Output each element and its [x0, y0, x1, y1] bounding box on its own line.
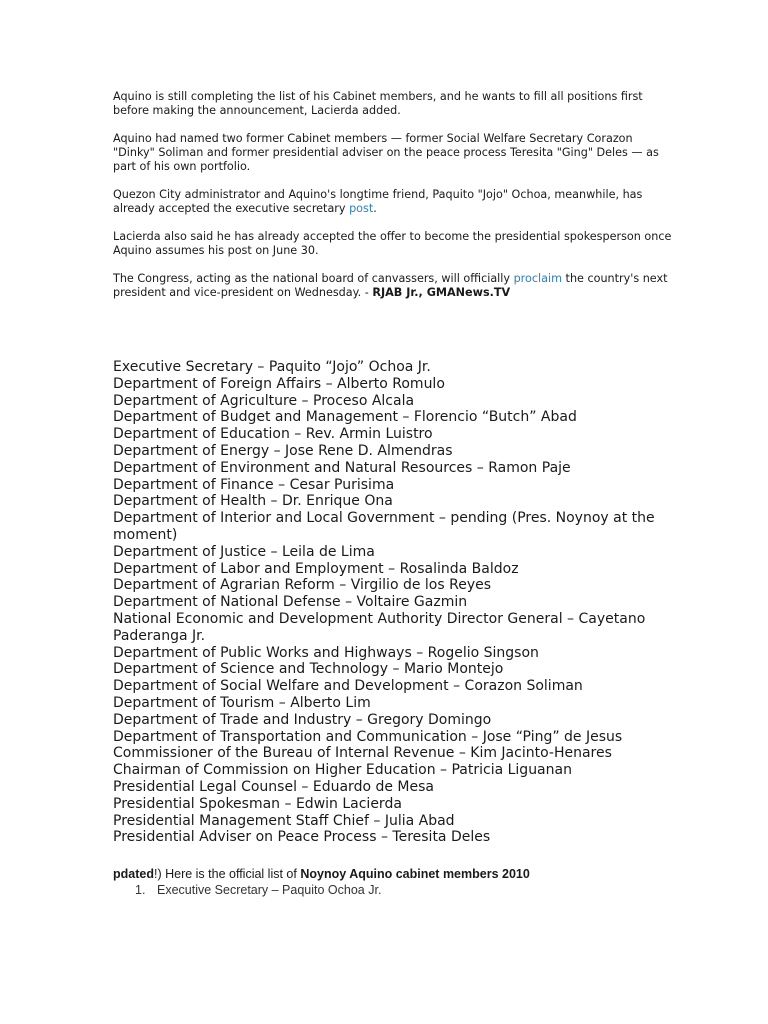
list-item: Department of Interior and Local Government – pending (Pres. Noynoy at the moment) — [113, 510, 655, 543]
list-item — [113, 882, 673, 898]
list-item: Department of Science and Technology – Mario Montejo — [113, 661, 504, 678]
list-item: Executive Secretary – Paquito “Jojo” Ochoa Jr. — [113, 359, 431, 375]
list-item: Commissioner of the Bureau of Internal Revenue – Kim Jacinto-Henares — [113, 745, 612, 762]
list-item: Department of Trade and Industry – Gregory Domingo — [113, 711, 492, 728]
list-item: Department of National Defense – Voltaire Gazmin — [113, 594, 468, 611]
list-item: Department of Transportation and Communication – Jose “Ping” de Jesus — [113, 728, 623, 745]
news-paragraph — [113, 272, 673, 300]
list-item: Presidential Spokesman – Edwin Lacierda — [113, 795, 402, 812]
news-text: The Congress, acting as the national board of canvassers, will officially — [113, 272, 514, 285]
list-item: Department of Agrarian Reform – Virgilio de los Reyes — [113, 577, 492, 594]
list-item: Presidential Legal Counsel – Eduardo de Mesa — [113, 778, 434, 795]
updated-heading — [113, 866, 673, 882]
proclaim-link[interactable]: proclaim — [513, 272, 562, 285]
updated-text: !) Here is the official list of — [153, 867, 301, 881]
news-article — [113, 90, 673, 314]
list-item: Department of Budget and Management – Florencio “Butch” Abad — [113, 409, 577, 426]
news-paragraph: Lacierda also said he has already accepted the offer to become the presidential spokesperson once Aquino assumes his post on June 30. — [113, 230, 672, 257]
list-item: Department of Finance – Cesar Purisima — [113, 476, 395, 493]
news-text: . — [373, 202, 377, 215]
list-item: Department of Foreign Affairs – Alberto Romulo — [113, 375, 445, 392]
news-paragraph: Aquino had named two former Cabinet members — former Social Welfare Secretary Corazon "Dinky" Soliman and former presidential adviser on the peace process Teresita "Ging" Deles — as part of his own portfolio. — [113, 132, 659, 173]
list-number: 1. — [135, 883, 146, 897]
news-paragraph — [113, 188, 673, 216]
cabinet-list — [113, 359, 673, 846]
updated-title: Noynoy Aquino cabinet members 2010 — [300, 867, 530, 881]
list-item: Department of Justice – Leila de Lima — [113, 543, 375, 560]
list-item: Presidential Adviser on Peace Process – Teresita Deles — [113, 829, 491, 846]
list-item: Department of Labor and Employment – Rosalinda Baldoz — [113, 560, 519, 577]
list-item: National Economic and Development Authority Director General – Cayetano Paderanga Jr. — [113, 610, 646, 644]
official-list — [113, 882, 673, 898]
news-paragraph: Aquino is still completing the list of his Cabinet members, and he wants to fill all positions first before making the announcement, Lacierda added. — [113, 90, 643, 117]
list-item: Department of Environment and Natural Resources – Ramon Paje — [113, 459, 571, 476]
news-text: Quezon City administrator and Aquino's longtime friend, Paquito "Jojo" Ochoa, meanwhile, has already accepted the executive secretary — [113, 188, 643, 215]
list-item: Department of Public Works and Highways – Rogelio Singson — [113, 644, 539, 661]
list-item: Department of Social Welfare and Development – Corazon Soliman — [113, 678, 583, 695]
list-item: Department of Energy – Jose Rene D. Almendras — [113, 442, 453, 459]
list-item: Presidential Management Staff Chief – Julia Abad — [113, 812, 455, 829]
list-item: Chairman of Commission on Higher Education – Patricia Liguanan — [113, 762, 572, 779]
post-link[interactable]: post — [349, 202, 374, 215]
list-item: Department of Health – Dr. Enrique Ona — [113, 493, 393, 510]
news-text: the country's next president and vice-president on Wednesday. - — [113, 272, 668, 299]
updated-section — [113, 866, 673, 898]
updated-prefix: pdated — [113, 867, 154, 881]
list-item: Department of Agriculture – Proceso Alcala — [113, 392, 415, 409]
news-credit: RJAB Jr., GMANews.TV — [372, 286, 511, 299]
list-item-text: Executive Secretary – Paquito Ochoa Jr. — [157, 883, 382, 897]
list-item: Department of Tourism – Alberto Lim — [113, 694, 371, 711]
list-item: Department of Education – Rev. Armin Luistro — [113, 426, 433, 443]
